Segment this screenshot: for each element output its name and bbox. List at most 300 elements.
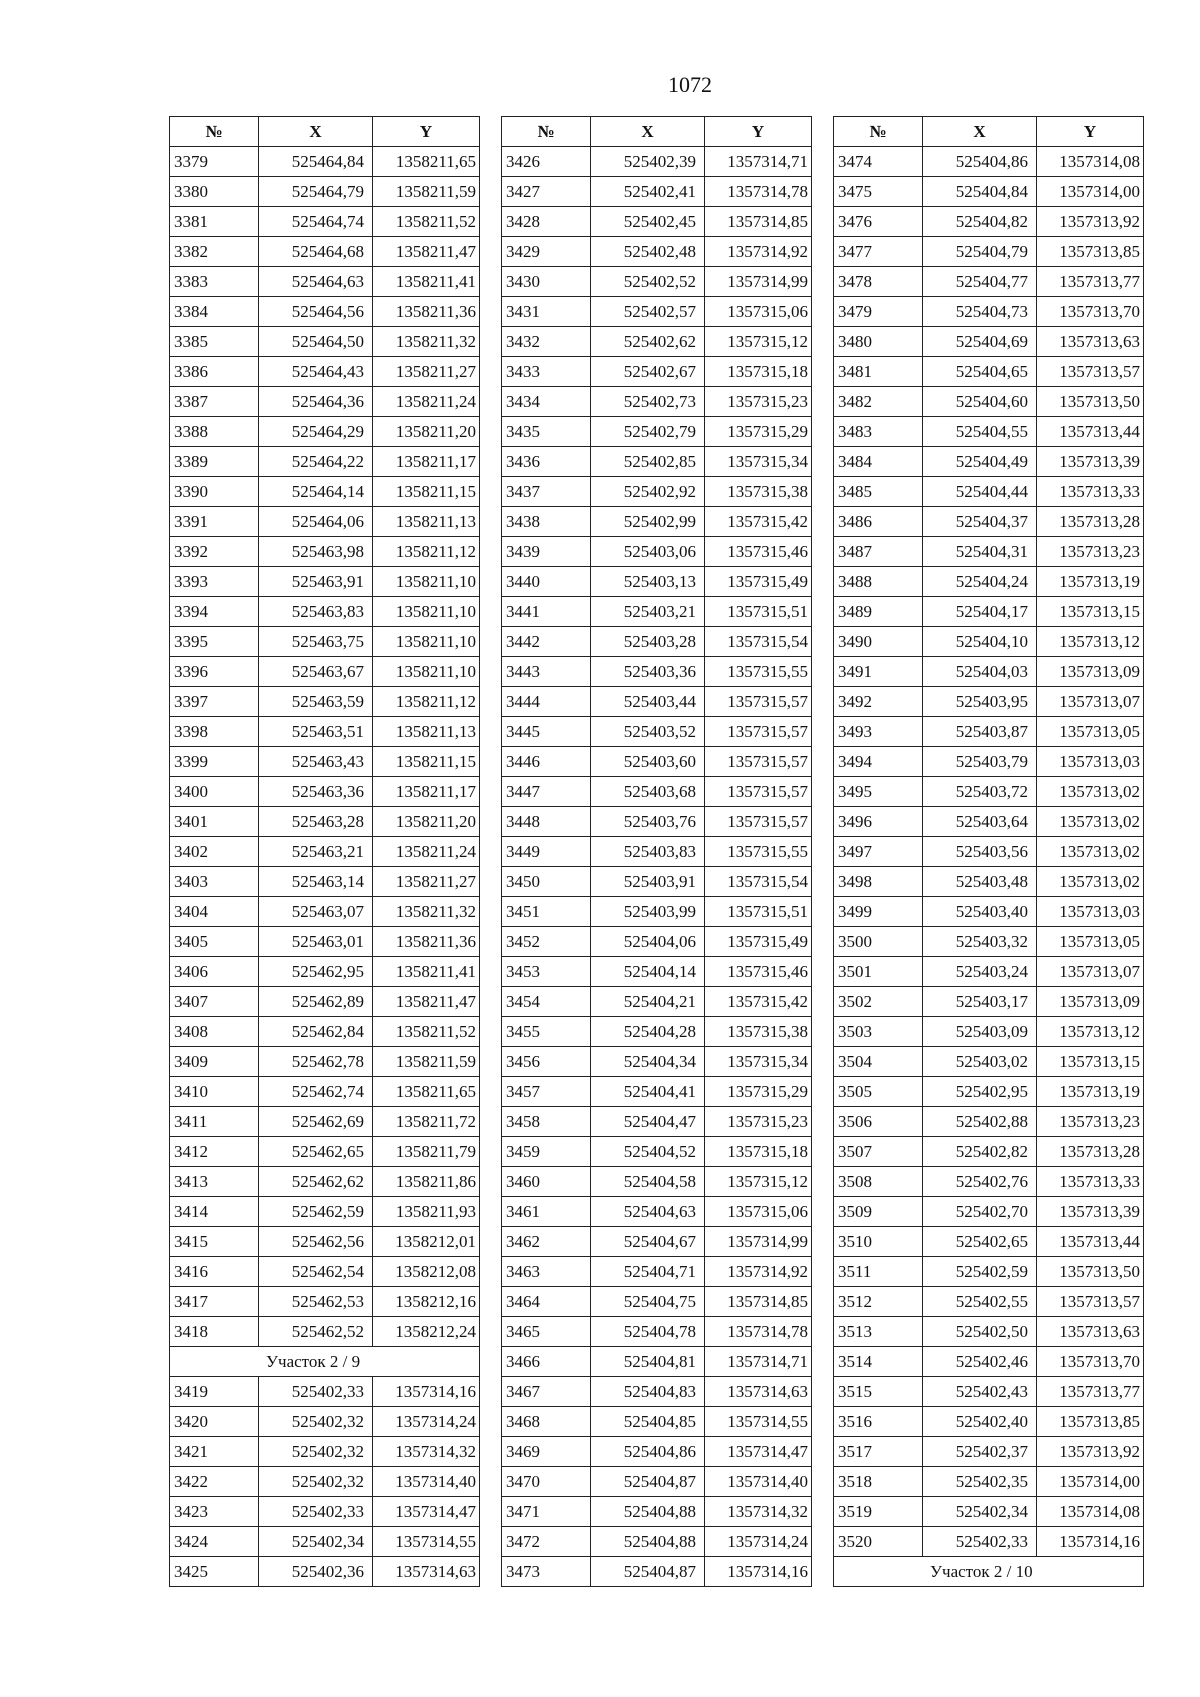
point-number-cell: 3476 [834,207,923,237]
x-coordinate-cell: 525403,40 [923,897,1037,927]
y-coordinate-cell: 1357315,06 [705,1197,812,1227]
x-coordinate-cell: 525403,91 [591,867,705,897]
table-row [170,927,480,957]
x-coordinate-cell: 525402,73 [591,387,705,417]
table-row [170,777,480,807]
y-coordinate-cell: 1357315,55 [705,657,812,687]
point-number-cell: 3501 [834,957,923,987]
table-row [502,1197,812,1227]
y-coordinate-cell: 1357313,70 [1037,297,1144,327]
table-row [170,1047,480,1077]
x-coordinate-cell: 525402,50 [923,1317,1037,1347]
x-coordinate-cell: 525404,55 [923,417,1037,447]
point-number-cell: 3383 [170,267,259,297]
table-row [502,867,812,897]
y-coordinate-cell: 1357315,18 [705,1137,812,1167]
x-coordinate-cell: 525464,50 [259,327,373,357]
table-row [170,177,480,207]
x-coordinate-cell: 525462,62 [259,1167,373,1197]
x-coordinate-cell: 525464,43 [259,357,373,387]
y-coordinate-cell: 1357314,47 [373,1497,480,1527]
point-number-cell: 3395 [170,627,259,657]
table-row [170,357,480,387]
table-row [502,267,812,297]
x-coordinate-cell: 525403,13 [591,567,705,597]
point-number-cell: 3478 [834,267,923,297]
y-coordinate-cell: 1357315,12 [705,1167,812,1197]
table-row [834,267,1144,297]
x-coordinate-cell: 525464,84 [259,147,373,177]
y-coordinate-cell: 1357314,78 [705,1317,812,1347]
point-number-cell: 3399 [170,747,259,777]
table-row [170,1107,480,1137]
y-coordinate-cell: 1357314,71 [705,1347,812,1377]
table-row [502,1347,812,1377]
x-coordinate-cell: 525403,44 [591,687,705,717]
x-coordinate-cell: 525403,99 [591,897,705,927]
x-coordinate-cell: 525462,54 [259,1257,373,1287]
table-row [502,567,812,597]
x-coordinate-cell: 525402,65 [923,1227,1037,1257]
y-coordinate-cell: 1357313,09 [1037,987,1144,1017]
point-number-cell: 3464 [502,1287,591,1317]
table-row [502,927,812,957]
x-coordinate-cell: 525403,48 [923,867,1037,897]
table-row [502,417,812,447]
table-row [502,357,812,387]
y-coordinate-cell: 1357315,29 [705,417,812,447]
point-number-cell: 3427 [502,177,591,207]
y-coordinate-cell: 1357313,39 [1037,1197,1144,1227]
y-coordinate-cell: 1358211,24 [373,387,480,417]
y-coordinate-cell: 1357315,42 [705,987,812,1017]
point-number-cell: 3489 [834,597,923,627]
point-number-cell: 3504 [834,1047,923,1077]
point-number-cell: 3439 [502,537,591,567]
x-coordinate-cell: 525404,83 [591,1377,705,1407]
table-row [170,477,480,507]
table-row [834,957,1144,987]
x-coordinate-cell: 525403,21 [591,597,705,627]
table-row [502,717,812,747]
table-row [170,687,480,717]
point-number-cell: 3516 [834,1407,923,1437]
section-label: Участок 2 / 10 [834,1557,1144,1587]
y-coordinate-cell: 1358211,65 [373,1077,480,1107]
y-coordinate-cell: 1357315,57 [705,777,812,807]
x-coordinate-cell: 525462,59 [259,1197,373,1227]
x-coordinate-cell: 525402,41 [591,177,705,207]
y-coordinate-cell: 1357313,44 [1037,417,1144,447]
table-row [502,597,812,627]
point-number-cell: 3490 [834,627,923,657]
x-coordinate-cell: 525403,52 [591,717,705,747]
x-coordinate-cell: 525404,75 [591,1287,705,1317]
point-number-cell: 3387 [170,387,259,417]
y-coordinate-cell: 1357313,15 [1037,1047,1144,1077]
x-coordinate-cell: 525402,85 [591,447,705,477]
x-coordinate-cell: 525404,58 [591,1167,705,1197]
x-coordinate-cell: 525463,43 [259,747,373,777]
point-number-cell: 3508 [834,1167,923,1197]
y-coordinate-cell: 1357314,40 [373,1467,480,1497]
x-coordinate-cell: 525463,59 [259,687,373,717]
table-row [834,927,1144,957]
point-number-cell: 3497 [834,837,923,867]
header-x: X [591,117,705,147]
x-coordinate-cell: 525404,65 [923,357,1037,387]
point-number-cell: 3430 [502,267,591,297]
y-coordinate-cell: 1357314,32 [705,1497,812,1527]
x-coordinate-cell: 525402,76 [923,1167,1037,1197]
y-coordinate-cell: 1358211,15 [373,747,480,777]
table-row [502,777,812,807]
section-label: Участок 2 / 9 [170,1347,480,1377]
table-row [502,1497,812,1527]
table-row [502,387,812,417]
x-coordinate-cell: 525402,55 [923,1287,1037,1317]
x-coordinate-cell: 525402,32 [259,1467,373,1497]
table-row [170,1377,480,1407]
table-row [170,957,480,987]
table-header-row [170,117,480,147]
table-row [834,1467,1144,1497]
table-row [170,1257,480,1287]
x-coordinate-cell: 525462,89 [259,987,373,1017]
x-coordinate-cell: 525404,63 [591,1197,705,1227]
x-coordinate-cell: 525404,10 [923,627,1037,657]
table-row [834,1257,1144,1287]
y-coordinate-cell: 1358211,41 [373,267,480,297]
table-row [502,687,812,717]
point-number-cell: 3411 [170,1107,259,1137]
point-number-cell: 3428 [502,207,591,237]
table-row [834,1137,1144,1167]
table-row [170,567,480,597]
x-coordinate-cell: 525402,79 [591,417,705,447]
y-coordinate-cell: 1357315,42 [705,507,812,537]
y-coordinate-cell: 1357314,32 [373,1437,480,1467]
point-number-cell: 3466 [502,1347,591,1377]
x-coordinate-cell: 525402,34 [923,1497,1037,1527]
y-coordinate-cell: 1357314,24 [705,1527,812,1557]
point-number-cell: 3515 [834,1377,923,1407]
table-row [502,177,812,207]
y-coordinate-cell: 1357315,23 [705,387,812,417]
x-coordinate-cell: 525464,22 [259,447,373,477]
point-number-cell: 3480 [834,327,923,357]
point-number-cell: 3511 [834,1257,923,1287]
x-coordinate-cell: 525403,28 [591,627,705,657]
table-body [170,147,480,1587]
y-coordinate-cell: 1357313,19 [1037,567,1144,597]
point-number-cell: 3507 [834,1137,923,1167]
table-row [170,747,480,777]
table-row [502,1137,812,1167]
y-coordinate-cell: 1357314,85 [705,207,812,237]
point-number-cell: 3450 [502,867,591,897]
x-coordinate-cell: 525463,98 [259,537,373,567]
point-number-cell: 3461 [502,1197,591,1227]
table-row [502,1317,812,1347]
point-number-cell: 3410 [170,1077,259,1107]
x-coordinate-cell: 525404,82 [923,207,1037,237]
y-coordinate-cell: 1357315,46 [705,957,812,987]
x-coordinate-cell: 525403,76 [591,807,705,837]
table-row [502,477,812,507]
table-row [502,507,812,537]
table-row [170,387,480,417]
point-number-cell: 3409 [170,1047,259,1077]
point-number-cell: 3413 [170,1167,259,1197]
y-coordinate-cell: 1357313,02 [1037,867,1144,897]
point-number-cell: 3443 [502,657,591,687]
x-coordinate-cell: 525464,68 [259,237,373,267]
point-number-cell: 3514 [834,1347,923,1377]
table-row [502,987,812,1017]
x-coordinate-cell: 525402,39 [591,147,705,177]
x-coordinate-cell: 525403,64 [923,807,1037,837]
point-number-cell: 3496 [834,807,923,837]
x-coordinate-cell: 525462,95 [259,957,373,987]
y-coordinate-cell: 1357315,29 [705,1077,812,1107]
point-number-cell: 3453 [502,957,591,987]
x-coordinate-cell: 525402,59 [923,1257,1037,1287]
table-row [170,237,480,267]
table-row [170,1467,480,1497]
table-row [502,1257,812,1287]
table-row [834,1227,1144,1257]
point-number-cell: 3442 [502,627,591,657]
y-coordinate-cell: 1358211,36 [373,297,480,327]
point-number-cell: 3435 [502,417,591,447]
y-coordinate-cell: 1357314,24 [373,1407,480,1437]
y-coordinate-cell: 1357313,77 [1037,267,1144,297]
point-number-cell: 3446 [502,747,591,777]
table-row [834,387,1144,417]
point-number-cell: 3474 [834,147,923,177]
x-coordinate-cell: 525402,43 [923,1377,1037,1407]
y-coordinate-cell: 1358211,24 [373,837,480,867]
y-coordinate-cell: 1357315,23 [705,1107,812,1137]
point-number-cell: 3475 [834,177,923,207]
point-number-cell: 3459 [502,1137,591,1167]
header-number: № [502,117,591,147]
y-coordinate-cell: 1358211,86 [373,1167,480,1197]
y-coordinate-cell: 1357314,00 [1037,1467,1144,1497]
x-coordinate-cell: 525464,06 [259,507,373,537]
point-number-cell: 3405 [170,927,259,957]
point-number-cell: 3449 [502,837,591,867]
point-number-cell: 3491 [834,657,923,687]
y-coordinate-cell: 1357315,51 [705,897,812,927]
y-coordinate-cell: 1358211,47 [373,987,480,1017]
x-coordinate-cell: 525404,88 [591,1497,705,1527]
y-coordinate-cell: 1358211,72 [373,1107,480,1137]
table-row [502,447,812,477]
y-coordinate-cell: 1357313,57 [1037,357,1144,387]
y-coordinate-cell: 1357313,44 [1037,1227,1144,1257]
point-number-cell: 3452 [502,927,591,957]
header-y: Y [1037,117,1144,147]
y-coordinate-cell: 1357314,78 [705,177,812,207]
y-coordinate-cell: 1357313,92 [1037,1437,1144,1467]
table-row [170,987,480,1017]
x-coordinate-cell: 525404,87 [591,1467,705,1497]
table-row [834,1167,1144,1197]
y-coordinate-cell: 1357313,28 [1037,1137,1144,1167]
table-row [834,327,1144,357]
y-coordinate-cell: 1357315,12 [705,327,812,357]
point-number-cell: 3512 [834,1287,923,1317]
y-coordinate-cell: 1358212,24 [373,1317,480,1347]
y-coordinate-cell: 1358211,12 [373,537,480,567]
y-coordinate-cell: 1357314,99 [705,1227,812,1257]
y-coordinate-cell: 1357313,07 [1037,687,1144,717]
table-row [834,657,1144,687]
x-coordinate-cell: 525463,01 [259,927,373,957]
table-row [834,777,1144,807]
table-row [170,717,480,747]
table-row [834,1317,1144,1347]
y-coordinate-cell: 1357315,57 [705,747,812,777]
point-number-cell: 3392 [170,537,259,567]
table-row [170,147,480,177]
point-number-cell: 3509 [834,1197,923,1227]
x-coordinate-cell: 525462,78 [259,1047,373,1077]
table-row [170,1497,480,1527]
y-coordinate-cell: 1357313,05 [1037,927,1144,957]
point-number-cell: 3454 [502,987,591,1017]
point-number-cell: 3433 [502,357,591,387]
x-coordinate-cell: 525404,78 [591,1317,705,1347]
section-row [170,1347,480,1377]
point-number-cell: 3498 [834,867,923,897]
y-coordinate-cell: 1357314,55 [705,1407,812,1437]
point-number-cell: 3417 [170,1287,259,1317]
point-number-cell: 3385 [170,327,259,357]
header-y: Y [705,117,812,147]
point-number-cell: 3400 [170,777,259,807]
x-coordinate-cell: 525404,21 [591,987,705,1017]
table-row [834,177,1144,207]
table-row [502,657,812,687]
point-number-cell: 3406 [170,957,259,987]
point-number-cell: 3438 [502,507,591,537]
y-coordinate-cell: 1357315,18 [705,357,812,387]
point-number-cell: 3484 [834,447,923,477]
table-row [170,1407,480,1437]
x-coordinate-cell: 525404,47 [591,1107,705,1137]
y-coordinate-cell: 1357315,57 [705,807,812,837]
x-coordinate-cell: 525464,14 [259,477,373,507]
y-coordinate-cell: 1357313,02 [1037,837,1144,867]
point-number-cell: 3457 [502,1077,591,1107]
y-coordinate-cell: 1357313,50 [1037,387,1144,417]
point-number-cell: 3462 [502,1227,591,1257]
y-coordinate-cell: 1357313,12 [1037,627,1144,657]
x-coordinate-cell: 525402,33 [259,1377,373,1407]
table-row [170,807,480,837]
point-number-cell: 3513 [834,1317,923,1347]
x-coordinate-cell: 525404,49 [923,447,1037,477]
table-row [834,1347,1144,1377]
table-row [834,747,1144,777]
table-row [502,957,812,987]
point-number-cell: 3425 [170,1557,259,1587]
table-row [834,597,1144,627]
y-coordinate-cell: 1358211,65 [373,147,480,177]
point-number-cell: 3483 [834,417,923,447]
x-coordinate-cell: 525464,63 [259,267,373,297]
point-number-cell: 3473 [502,1557,591,1587]
y-coordinate-cell: 1357314,08 [1037,147,1144,177]
header-x: X [259,117,373,147]
x-coordinate-cell: 525462,52 [259,1317,373,1347]
coordinates-table-3 [833,116,1144,1587]
y-coordinate-cell: 1357315,34 [705,447,812,477]
x-coordinate-cell: 525403,06 [591,537,705,567]
point-number-cell: 3424 [170,1527,259,1557]
point-number-cell: 3401 [170,807,259,837]
table-row [502,1437,812,1467]
table-row [502,1227,812,1257]
x-coordinate-cell: 525403,79 [923,747,1037,777]
point-number-cell: 3488 [834,567,923,597]
y-coordinate-cell: 1358211,20 [373,807,480,837]
y-coordinate-cell: 1358211,10 [373,567,480,597]
y-coordinate-cell: 1357314,47 [705,1437,812,1467]
table-row [834,687,1144,717]
x-coordinate-cell: 525404,28 [591,1017,705,1047]
point-number-cell: 3398 [170,717,259,747]
y-coordinate-cell: 1357314,92 [705,1257,812,1287]
point-number-cell: 3429 [502,237,591,267]
point-number-cell: 3394 [170,597,259,627]
table-row [170,1227,480,1257]
table-row [170,327,480,357]
table-row [170,1167,480,1197]
point-number-cell: 3403 [170,867,259,897]
y-coordinate-cell: 1357313,02 [1037,777,1144,807]
y-coordinate-cell: 1358211,93 [373,1197,480,1227]
point-number-cell: 3477 [834,237,923,267]
x-coordinate-cell: 525402,34 [259,1527,373,1557]
x-coordinate-cell: 525402,35 [923,1467,1037,1497]
x-coordinate-cell: 525402,37 [923,1437,1037,1467]
table-row [170,537,480,567]
x-coordinate-cell: 525462,65 [259,1137,373,1167]
y-coordinate-cell: 1357314,99 [705,267,812,297]
y-coordinate-cell: 1358211,10 [373,657,480,687]
y-coordinate-cell: 1357313,02 [1037,807,1144,837]
x-coordinate-cell: 525402,67 [591,357,705,387]
y-coordinate-cell: 1358211,12 [373,687,480,717]
table-row [834,717,1144,747]
point-number-cell: 3415 [170,1227,259,1257]
point-number-cell: 3397 [170,687,259,717]
table-row [170,267,480,297]
table-row [502,1287,812,1317]
point-number-cell: 3381 [170,207,259,237]
y-coordinate-cell: 1358212,16 [373,1287,480,1317]
point-number-cell: 3389 [170,447,259,477]
point-number-cell: 3502 [834,987,923,1017]
table-row [170,1317,480,1347]
x-coordinate-cell: 525404,34 [591,1047,705,1077]
x-coordinate-cell: 525403,17 [923,987,1037,1017]
point-number-cell: 3494 [834,747,923,777]
